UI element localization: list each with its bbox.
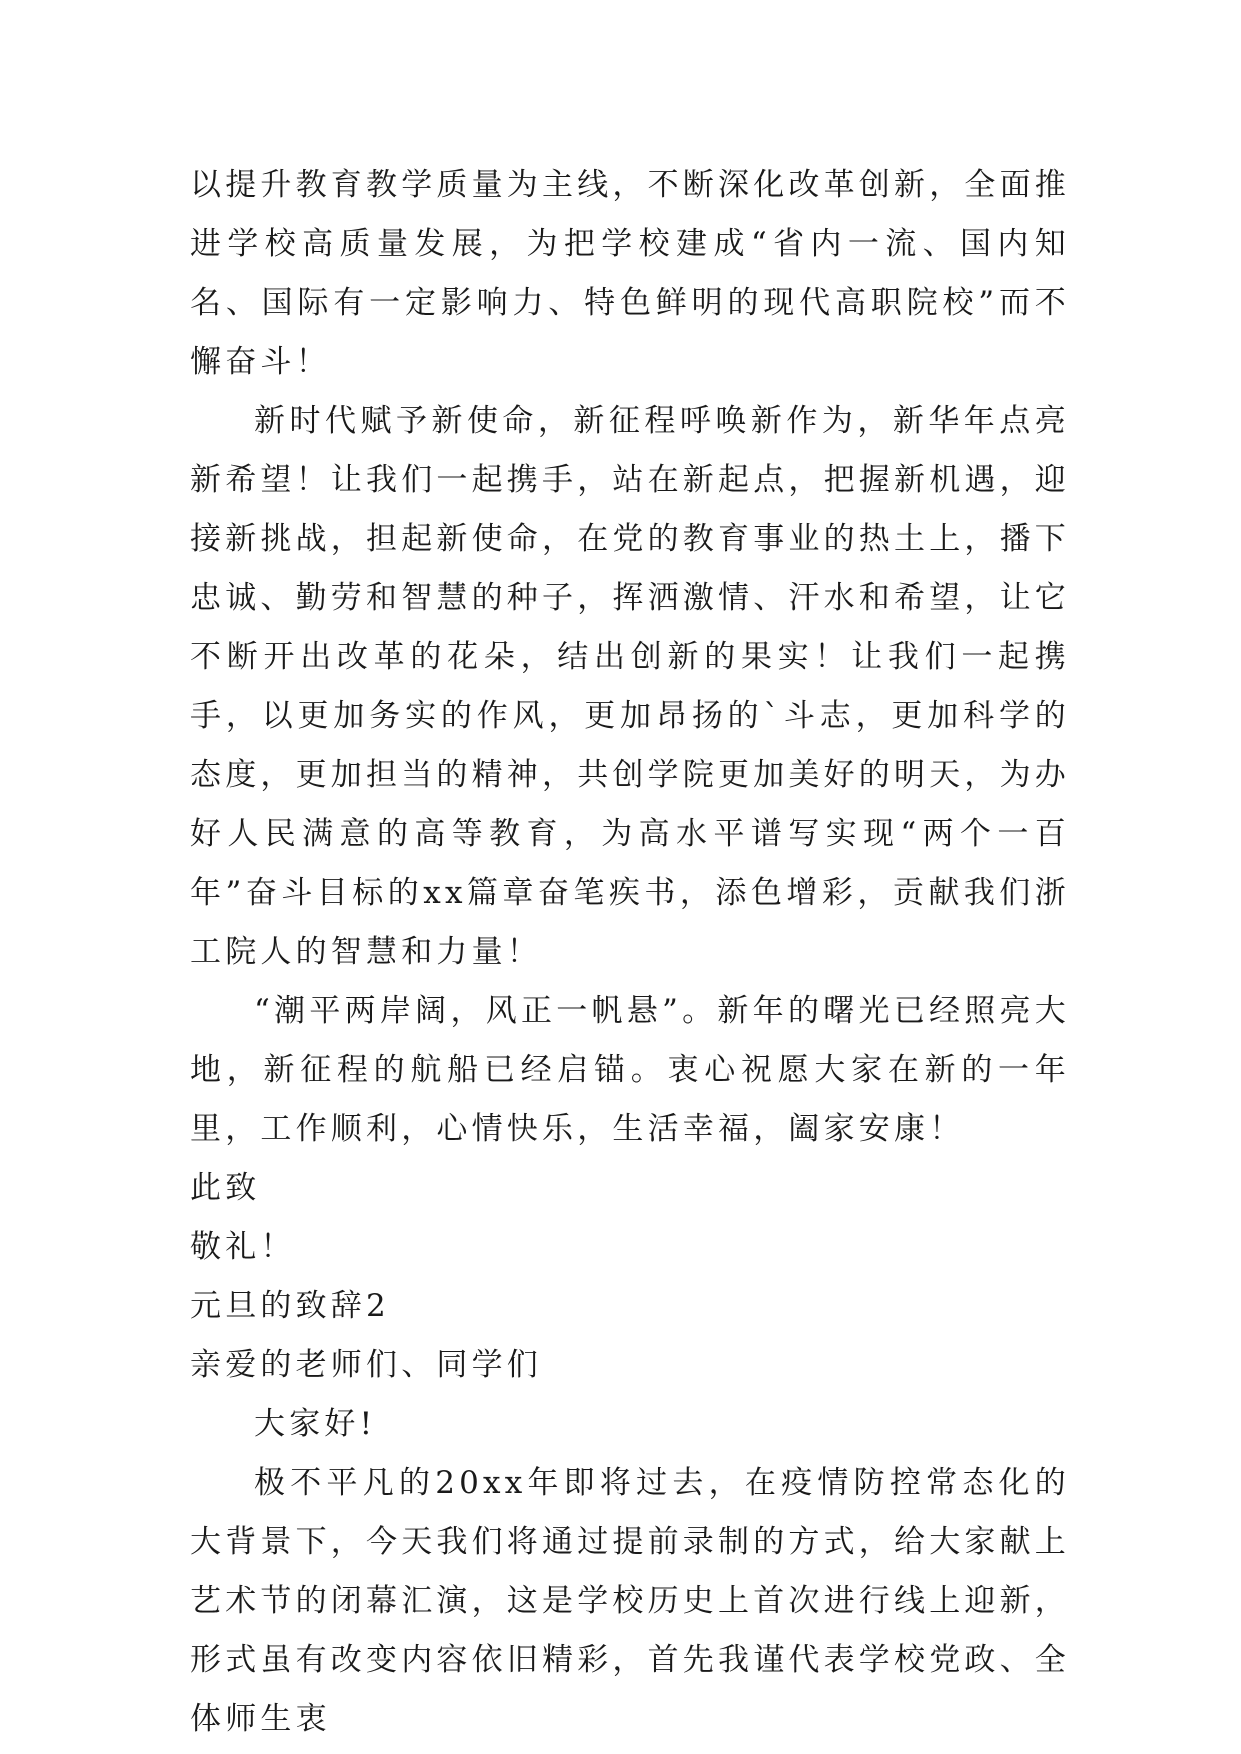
closing-line-1: 此致 (190, 1170, 261, 1206)
paragraph-new-era: 新时代赋予新使命，新征程呼唤新作为，新华年点亮新希望！让我们一起携手，站在新起点，把握新机遇，迎接新挑战，担起新使命，在党的教育事业的热土上，播下忠诚、勤劳和智慧的种子，挥洒激情、汗水和希望，让它不断开出改革的花朵，结出创新的果实！让我们一起携手，以更加务实的作风，更加昂扬的`斗志，更加科学的态度，更加担当的精神，共创学院更加美好的明天，为办好人民满意的高等教育，为高水平谱写实现“两个一百年”奋斗目标的xx篇章奋笔疾书，添色增彩，贡献我们浙工院人的智慧和力量！ (190, 403, 1070, 970)
paragraph-extraordinary: 极不平凡的20xx年即将过去，在疫情防控常态化的大背景下，今天我们将通过提前录制的方式，给大家献上艺术节的闭幕汇演，这是学校历史上首次进行线上迎新，形式虽有改变内容依旧精彩，首先我谨代表学校党政、全体师生衷 (190, 1465, 1070, 1737)
greeting: 大家好! (254, 1406, 377, 1442)
document-body (190, 156, 1070, 1749)
section-title: 元旦的致辞2 (190, 1288, 390, 1324)
closing-line-2: 敬礼！ (190, 1229, 296, 1265)
paragraph-continued: 以提升教育教学质量为主线，不断深化改革创新，全面推进学校高质量发展，为把学校建成“省内一流、国内知名、国际有一定影响力、特色鲜明的现代高职院校”而不懈奋斗！ (190, 167, 1070, 380)
salutation: 亲爱的老师们、同学们 (190, 1347, 542, 1383)
paragraph-tide: “潮平两岸阔，风正一帆悬”。新年的曙光已经照亮大地，新征程的航船已经启锚。衷心祝愿大家在新的一年里，工作顺利，心情快乐，生活幸福，阖家安康！ (190, 993, 1070, 1147)
